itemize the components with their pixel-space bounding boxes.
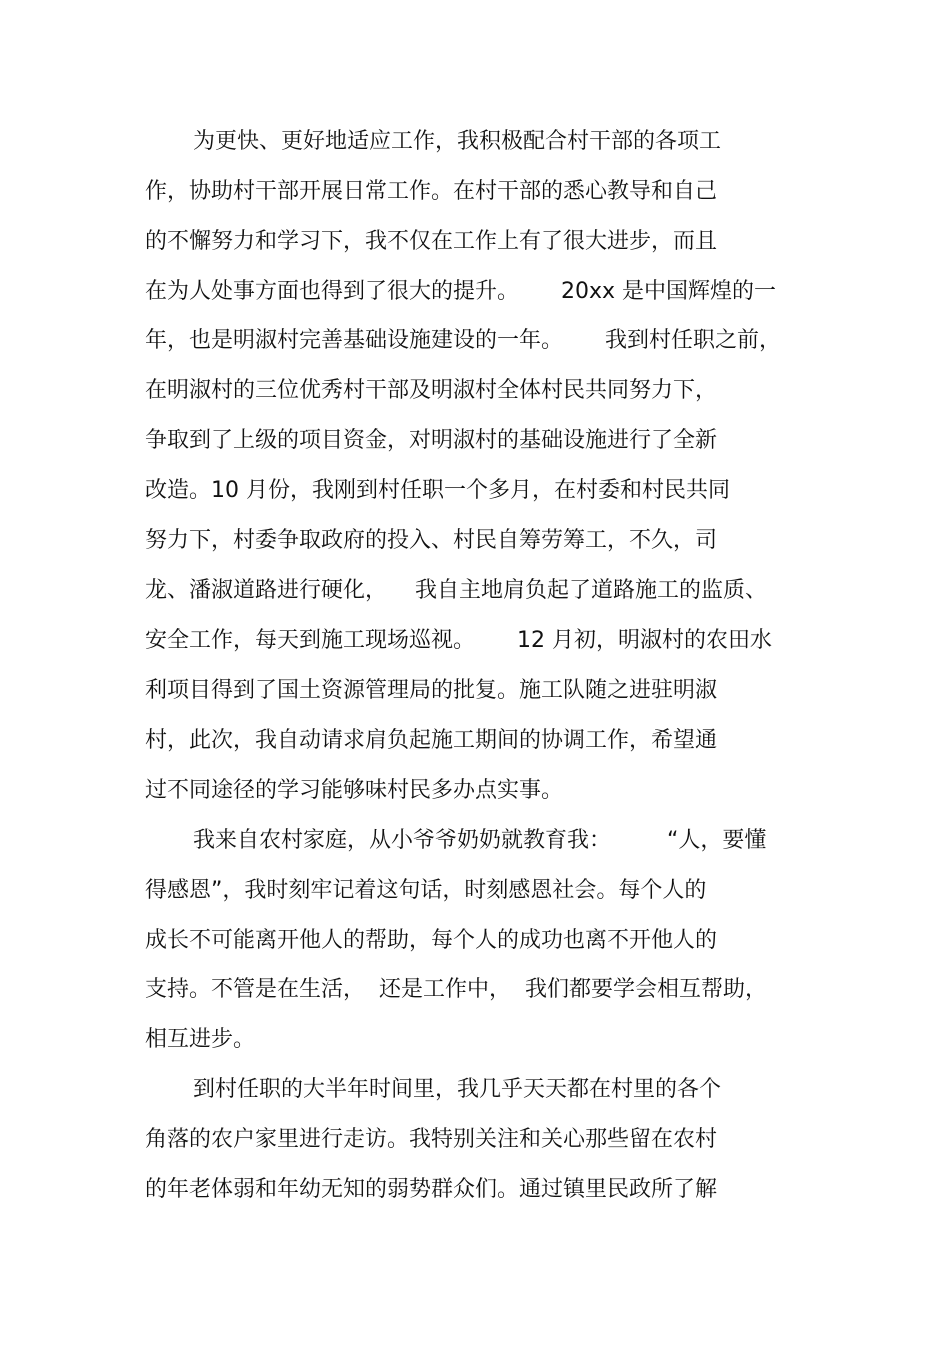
paragraph-3-line-3: 的年老体弱和年幼无知的弱势群众们。通过镇里民政所了解 [145,1177,718,1202]
paragraph-1-line-10: 龙、潘淑道路进行硬化， 我自主地肩负起了道路施工的监质、 [145,578,767,603]
paragraph-1-line-7: 争取到了上级的项目资金，对明淑村的基础设施进行了全新 [145,428,718,453]
paragraph-3-line-1: 到村任职的大半年时间里，我几乎天天都在村里的各个 [193,1077,722,1102]
paragraph-2-line-2: 得感恩”，我时刻牢记着这句话，时刻感恩社会。每个人的 [145,878,707,903]
paragraph-1-line-2: 作，协助村干部开展日常工作。在村干部的悉心教导和自己 [145,179,718,204]
paragraph-1-line-9: 努力下，村委争取政府的投入、村民自筹劳筹工，不久，司 [145,528,718,553]
paragraph-1-line-8: 改造。10 月份，我刚到村任职一个多月，在村委和村民共同 [145,478,730,503]
paragraph-1-line-11: 安全工作，每天到施工现场巡视。 12 月初，明淑村的农田水 [145,628,772,653]
paragraph-2-line-1: 我来自农村家庭，从小爷爷奶奶就教育我： “人，要懂 [193,828,767,853]
paragraph-1-line-4: 在为人处事方面也得到了很大的提升。 20xx 是中国辉煌的一 [145,279,776,304]
paragraph-2-line-5: 相互进步。 [145,1027,256,1052]
paragraph-3-line-2: 角落的农户家里进行走访。我特别关注和关心那些留在农村 [145,1127,718,1152]
paragraph-1-line-1: 为更快、更好地适应工作，我积极配合村干部的各项工 [193,129,722,154]
paragraph-1-line-5: 年，也是明淑村完善基础设施建设的一年。 我到村任职之前， [145,328,781,353]
paragraph-1-line-12: 利项目得到了国土资源管理局的批复。施工队随之进驻明淑 [145,678,718,703]
paragraph-1-line-3: 的不懈努力和学习下，我不仅在工作上有了很大进步，而且 [145,229,718,254]
paragraph-1-line-13: 村，此次，我自动请求肩负起施工期间的协调工作，希望通 [145,728,718,753]
paragraph-1-line-6: 在明淑村的三位优秀村干部及明淑村全体村民共同努力下， [145,378,718,403]
paragraph-2-line-3: 成长不可能离开他人的帮助，每个人的成功也离不开他人的 [145,928,718,953]
paragraph-1-line-14: 过不同途径的学习能够味村民多办点实事。 [145,778,564,803]
paragraph-2-line-4: 支持。不管是在生活， 还是工作中， 我们都要学会相互帮助， [145,977,767,1002]
